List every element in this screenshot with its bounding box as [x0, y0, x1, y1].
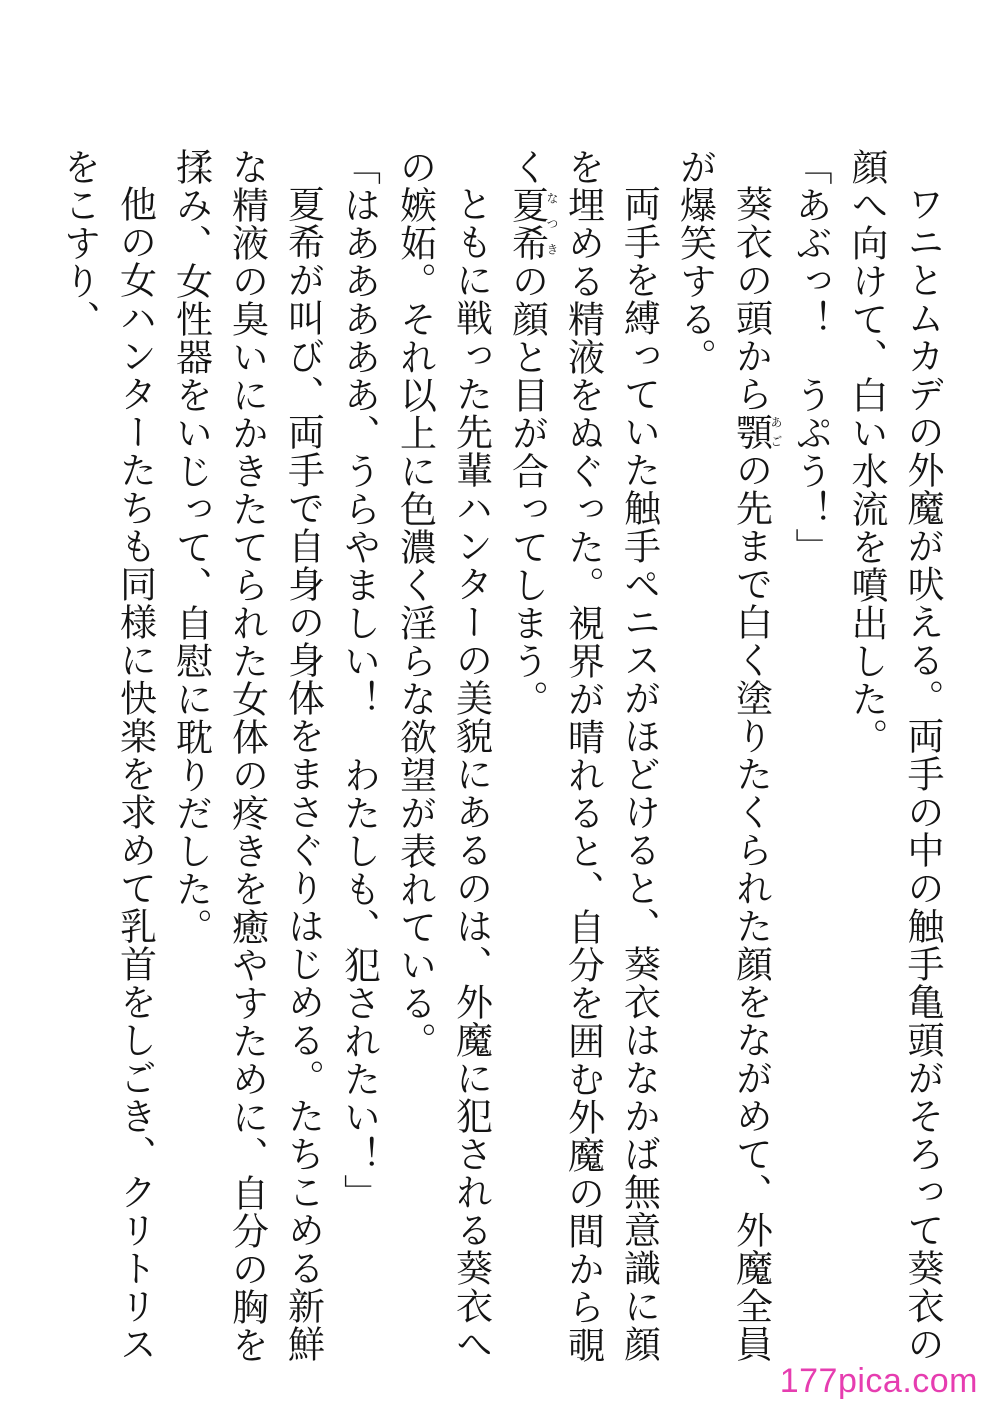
paragraph: 両手を縛っていた触手ペニスがほどけると、葵衣はなかば無意識に顔を埋める精液をぬぐった。視界が晴れると、自分を囲む外魔の間から覗く夏希なつきの顔と目が合ってしまう。 [505, 148, 661, 1364]
dialogue-line: 「はあああああ、うらやましい！ わたしも、犯されたい！」 [337, 148, 381, 1212]
site-watermark: 177pica.com [779, 1362, 978, 1400]
dialogue-line: 「あぶっ！ うぷう！」 [789, 148, 832, 566]
paragraph: 葵衣の頭から顎あごの先まで白く塗りたくられた顔をながめて、外魔全員が爆笑する。 [673, 148, 783, 1363]
vertical-text-body [50, 148, 950, 1388]
furigana: 夏希なつき [505, 186, 559, 262]
paragraph: ワニとムカデの外魔が吠える。両手の中の触手亀頭がそろって葵衣の顔へ向けて、白い水流を噴出した。 [845, 148, 944, 1363]
paragraph: 夏希が叫び、両手で自身の身体をまさぐりはじめる。たちこめる新鮮な精液の臭いにかきたてられた女体の疼きを癒やすために、自分の胸を揉み、女性器をいじって、自慰に耽りだした。 [169, 148, 325, 1364]
paragraph: ともに戦った先輩ハンターの美貌にあるのは、外魔に犯される葵衣への嫉妬。それ以上に色濃く淫らな欲望が表れている。 [393, 148, 493, 1363]
paragraph: 他の女ハンターたちも同様に快楽を求めて乳首をしごき、クリトリスをこすり、 [57, 148, 157, 1363]
furigana: 顎あご [729, 413, 783, 451]
